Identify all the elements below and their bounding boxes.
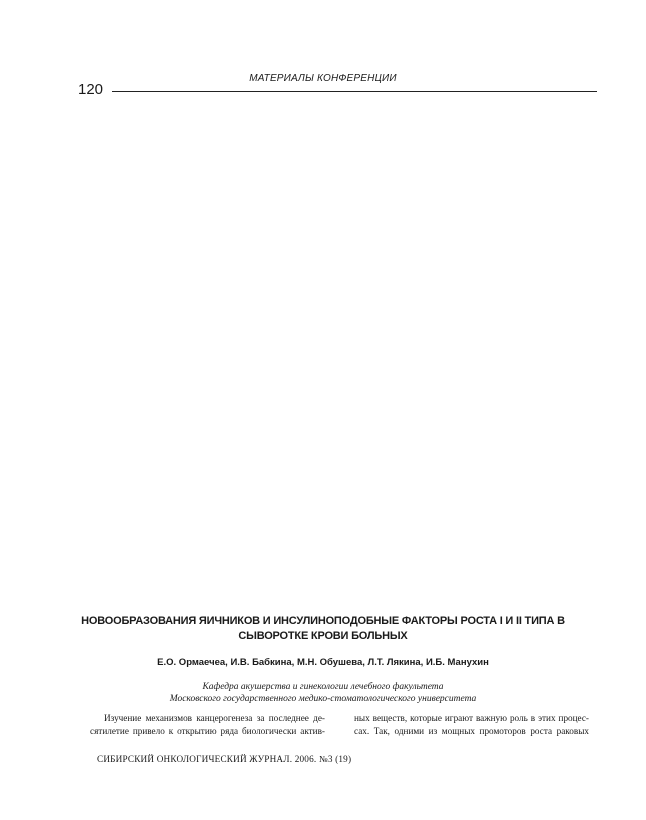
body-column-left bbox=[90, 712, 325, 738]
body-column-right bbox=[354, 712, 589, 738]
body-line: сятилетие привело к открытию ряда биологически актив- bbox=[90, 726, 325, 736]
body-line: сах. Так, одними из мощных промоторов роста раковых bbox=[354, 726, 589, 736]
article-title bbox=[80, 614, 566, 644]
article-title-line-1: НОВООБРАЗОВАНИЯ ЯИЧНИКОВ И ИНСУЛИНОПОДОБНЫЕ ФАКТОРЫ РОСТА I И II ТИПА В bbox=[81, 615, 565, 627]
body-line: ных веществ, которые играют важную роль в этих процес- bbox=[354, 713, 589, 723]
affiliation-line-1: Кафедра акушерства и гинекологии лечебного факультета bbox=[202, 682, 444, 692]
footer-journal-citation: СИБИРСКИЙ ОНКОЛОГИЧЕСКИЙ ЖУРНАЛ. 2006. №3 (19) bbox=[97, 754, 352, 764]
article-title-line-2: СЫВОРОТКЕ КРОВИ БОЛЬНЫХ bbox=[238, 630, 408, 642]
affiliation-line-2: Московского государственного медико-стоматологического университета bbox=[169, 694, 477, 704]
page-number: 120 bbox=[78, 81, 104, 98]
body-line: Изучение механизмов канцерогенеза за последнее де- bbox=[104, 713, 325, 723]
header-rule bbox=[112, 91, 597, 92]
authors: Е.О. Ормаечеа, И.В. Бабкина, М.Н. Обушева, Л.Т. Лякина, И.Б. Манухин bbox=[157, 657, 489, 668]
running-header-title: МАТЕРИАЛЫ КОНФЕРЕНЦИИ bbox=[249, 73, 397, 84]
